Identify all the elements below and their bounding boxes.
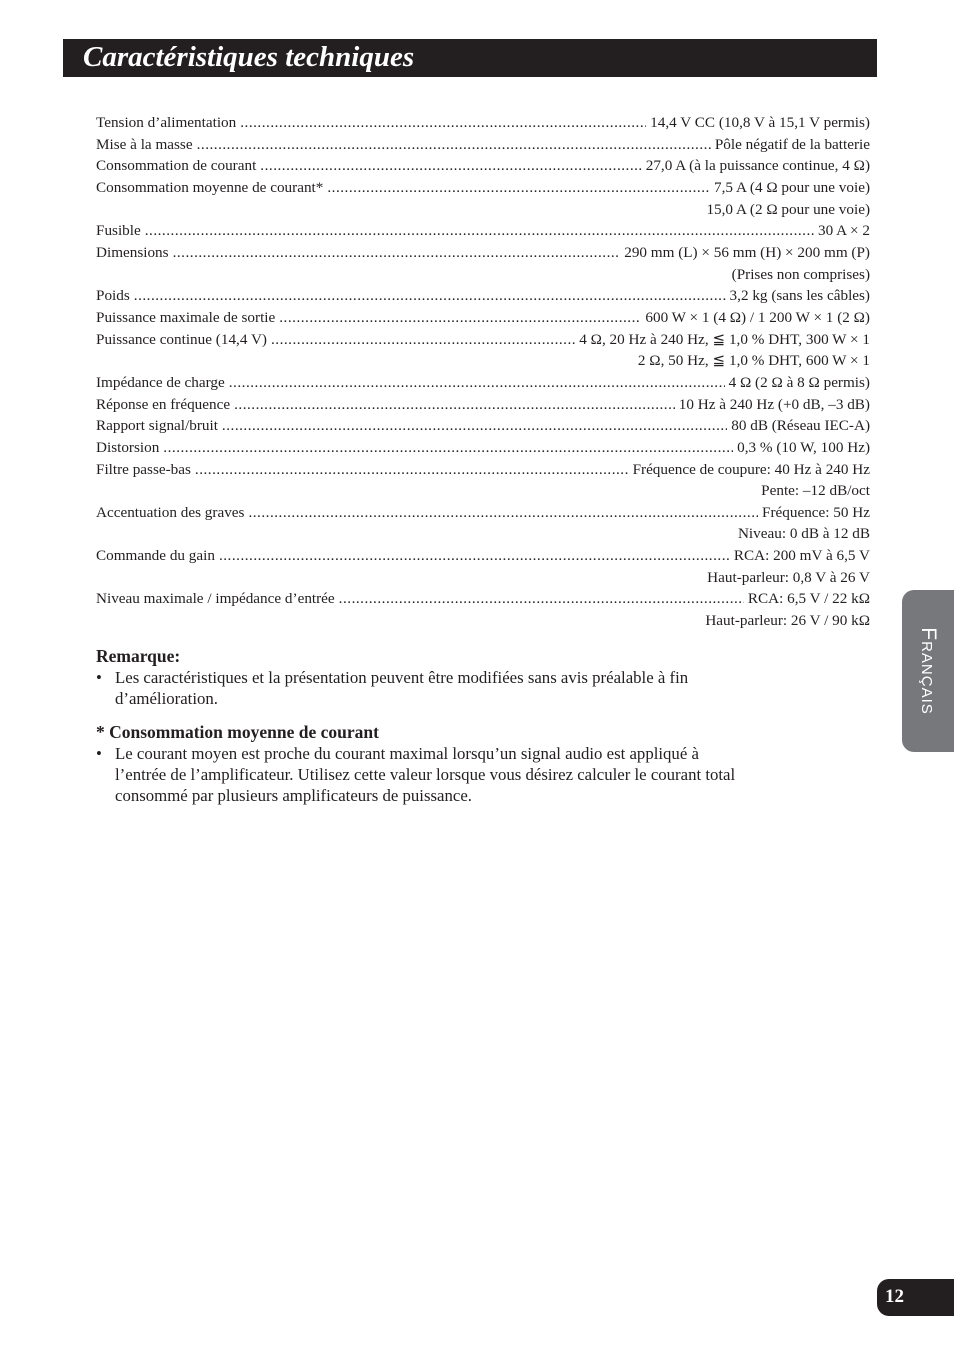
dot-leader xyxy=(260,155,641,177)
spec-value: 4 Ω, 20 Hz à 240 Hz, ≦ 1,0 % DHT, 300 W × 1 xyxy=(579,330,870,348)
dot-leader xyxy=(248,502,758,524)
spec-value: 600 W × 1 (4 Ω) / 1 200 W × 1 (2 Ω) xyxy=(645,308,870,326)
spec-row xyxy=(96,394,870,416)
spec-row xyxy=(96,502,870,524)
remark-text: Les caractéristiques et la présentation peuvent être modifiées sans avis préalable à fin d’amélioration. xyxy=(115,668,689,708)
spec-value: 80 dB (Réseau IEC-A) xyxy=(731,417,870,435)
spec-label: Consommation de courant xyxy=(96,157,257,175)
spec-row xyxy=(96,329,870,351)
spec-row xyxy=(96,112,870,134)
spec-row xyxy=(96,437,870,459)
footnote-heading: * Consommation moyenne de courant xyxy=(96,722,379,742)
spec-value: Pôle négatif de la batterie xyxy=(714,135,870,153)
spec-value-continuation: 2 Ω, 50 Hz, ≦ 1,0 % DHT, 600 W × 1 xyxy=(637,352,870,370)
spec-value: 10 Hz à 240 Hz (+0 dB, –3 dB) xyxy=(678,395,870,413)
spec-label: Puissance continue (14,4 V) xyxy=(96,330,267,348)
spec-row xyxy=(96,372,870,394)
dot-leader xyxy=(163,437,733,459)
spec-value: 4 Ω (2 Ω à 8 Ω permis) xyxy=(728,373,870,391)
dot-leader xyxy=(134,285,726,307)
dot-leader xyxy=(240,112,646,134)
spec-row xyxy=(96,155,870,177)
spec-value: 0,3 % (10 W, 100 Hz) xyxy=(737,438,870,456)
dot-leader xyxy=(222,415,727,437)
spec-label: Rapport signal/bruit xyxy=(96,417,218,435)
spec-value: RCA: 200 mV à 6,5 V xyxy=(733,547,870,565)
page-number-tab xyxy=(877,1279,954,1316)
spec-value: RCA: 6,5 V / 22 kΩ xyxy=(747,590,870,608)
dot-leader xyxy=(339,588,744,610)
dot-leader xyxy=(195,459,629,481)
spec-value: 14,4 V CC (10,8 V à 15,1 V permis) xyxy=(650,114,870,131)
footnote-text: Le courant moyen est proche du courant maximal lorsqu’un signal audio est appliqué à l’entrée de l’amplificateur. Utilisez cette valeur lorsque vous désirez calculer le courant total consommé par plusieurs amplificateurs de puissance. xyxy=(115,744,736,805)
spec-label: Niveau maximale / impédance d’entrée xyxy=(96,590,335,608)
spec-row-continuation xyxy=(96,523,870,545)
remark-section xyxy=(96,645,736,709)
spec-label: Commande du gain xyxy=(96,547,215,565)
dot-leader xyxy=(279,307,641,329)
spec-value-continuation: Haut-parleur: 0,8 V à 26 V xyxy=(707,568,870,586)
spec-value: 30 A × 2 xyxy=(817,222,870,240)
spec-label: Fusible xyxy=(96,222,141,240)
spec-value: 7,5 A (4 Ω pour une voie) xyxy=(714,178,870,196)
spec-row-continuation xyxy=(96,567,870,589)
spec-value: Fréquence: 50 Hz xyxy=(762,503,870,521)
spec-row-continuation xyxy=(96,350,870,372)
spec-label: Distorsion xyxy=(96,438,160,456)
page-title: Caractéristiques techniques xyxy=(83,41,415,73)
spec-row xyxy=(96,177,870,199)
spec-value-continuation: Haut-parleur: 26 V / 90 kΩ xyxy=(705,612,870,630)
page-number: 12 xyxy=(885,1286,904,1307)
footnote-item xyxy=(96,743,736,806)
bullet-marker: • xyxy=(96,668,102,687)
language-label: Français xyxy=(917,627,940,715)
spec-value: Fréquence de coupure: 40 Hz à 240 Hz xyxy=(632,460,870,478)
spec-value-continuation: Pente: –12 dB/oct xyxy=(761,482,870,500)
spec-row xyxy=(96,588,870,610)
dot-leader xyxy=(145,220,814,242)
spec-label: Réponse en fréquence xyxy=(96,395,231,413)
bullet-marker: • xyxy=(96,744,102,763)
spec-row xyxy=(96,545,870,567)
dot-leader xyxy=(327,177,710,199)
spec-value-continuation: Niveau: 0 dB à 12 dB xyxy=(737,525,870,543)
spec-row xyxy=(96,220,870,242)
spec-value-continuation: 15,0 A (2 Ω pour une voie) xyxy=(706,200,870,218)
spec-label: Dimensions xyxy=(96,243,169,261)
spec-label: Poids xyxy=(96,287,130,305)
spec-label: Consommation moyenne de courant* xyxy=(96,178,324,196)
dot-leader xyxy=(197,134,711,156)
spec-value: 290 mm (L) × 56 mm (H) × 200 mm (P) xyxy=(624,243,870,261)
spec-row xyxy=(96,307,870,329)
remark-item xyxy=(96,667,736,709)
spec-label: Tension d’alimentation xyxy=(96,114,237,131)
dot-leader xyxy=(271,329,575,351)
page-title-bar xyxy=(63,39,877,77)
spec-row xyxy=(96,415,870,437)
spec-row xyxy=(96,242,870,264)
spec-row xyxy=(96,459,870,481)
spec-list xyxy=(96,112,870,632)
dot-leader xyxy=(173,242,621,264)
spec-value-continuation: (Prises non comprises) xyxy=(731,265,870,283)
spec-label: Puissance maximale de sortie xyxy=(96,308,276,326)
spec-value: 27,0 A (à la puissance continue, 4 Ω) xyxy=(645,157,870,175)
spec-label: Impédance de charge xyxy=(96,373,225,391)
language-tab xyxy=(902,590,954,752)
spec-row-continuation xyxy=(96,264,870,286)
spec-row-continuation xyxy=(96,480,870,502)
dot-leader xyxy=(229,372,725,394)
spec-row xyxy=(96,285,870,307)
remark-heading: Remarque: xyxy=(96,646,181,666)
spec-label: Filtre passe-bas xyxy=(96,460,191,478)
spec-label: Accentuation des graves xyxy=(96,503,245,521)
spec-value: 3,2 kg (sans les câbles) xyxy=(729,287,870,305)
dot-leader xyxy=(234,394,675,416)
spec-row-continuation xyxy=(96,610,870,632)
spec-row xyxy=(96,134,870,156)
footnote-section xyxy=(96,721,736,806)
dot-leader xyxy=(219,545,730,567)
spec-label: Mise à la masse xyxy=(96,135,193,153)
spec-row-continuation xyxy=(96,199,870,221)
